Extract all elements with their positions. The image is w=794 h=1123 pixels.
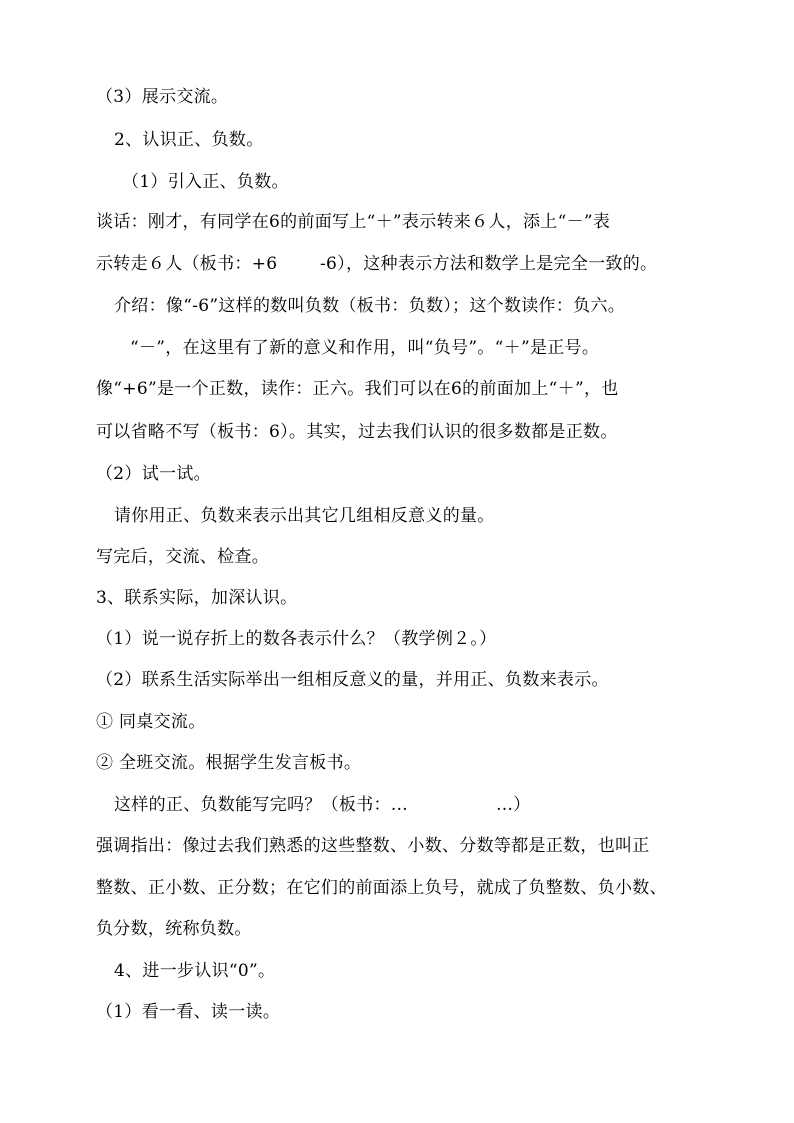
text-line-22: 4、进一步认识“0”。 xyxy=(114,961,276,981)
text-line-20: 整数、正小数、正分数；在它们的前面添上负号，就成了负整数、负小数、 xyxy=(96,878,667,898)
text-line-6: 介绍：像“-6”这样的数叫负数（板书：负数）；这个数读作：负六。 xyxy=(114,296,626,316)
text-line-13: 3、联系实际，加深认识。 xyxy=(96,588,298,608)
text-line-18a: 这样的正、负数能写完吗？（板书：… xyxy=(114,795,409,815)
text-line-12: 写完后，交流、检查。 xyxy=(96,547,269,567)
text-line-15: （2）联系生活实际举出一组相反意义的量，并用正、负数来表示。 xyxy=(96,670,609,690)
text-line-5b: -6），这种表示方法和数学上是完全一致的。 xyxy=(320,254,658,274)
text-line-17: ② 全班交流。根据学生发言板书。 xyxy=(96,753,362,773)
text-line-4: 谈话：刚才，有同学在6的前面写上“＋”表示转来６人，添上“－”表 xyxy=(96,212,611,232)
text-line-23: （1）看一看、读一读。 xyxy=(96,1002,281,1022)
text-line-3: （1）引入正、负数。 xyxy=(122,172,289,192)
text-line-11: 请你用正、负数来表示出其它几组相反意义的量。 xyxy=(114,506,495,526)
text-line-7: “－”，在这里有了新的意义和作用，叫“负号”。“＋”是正号。 xyxy=(130,338,600,358)
text-line-19: 强调指出：像过去我们熟悉的这些整数、小数、分数等都是正数，也叫正 xyxy=(96,836,650,856)
text-line-9: 可以省略不写（板书：6）。其实，过去我们认识的很多数都是正数。 xyxy=(96,422,618,442)
text-line-1: （3）展示交流。 xyxy=(96,87,229,107)
text-line-2: 2、认识正、负数。 xyxy=(114,130,264,150)
text-line-21: 负分数，统称负数。 xyxy=(96,919,252,939)
text-line-14: （1）说一说存折上的数各表示什么？（教学例２。） xyxy=(96,629,497,649)
text-line-10: （2）试一试。 xyxy=(96,464,211,484)
text-line-16: ① 同桌交流。 xyxy=(96,712,206,732)
text-line-8: 像“+6”是一个正数，读作：正六。我们可以在6的前面加上“＋”，也 xyxy=(96,379,619,399)
text-line-18b: …） xyxy=(496,795,531,815)
text-line-5a: 示转走６人（板书：+6 xyxy=(96,254,278,274)
